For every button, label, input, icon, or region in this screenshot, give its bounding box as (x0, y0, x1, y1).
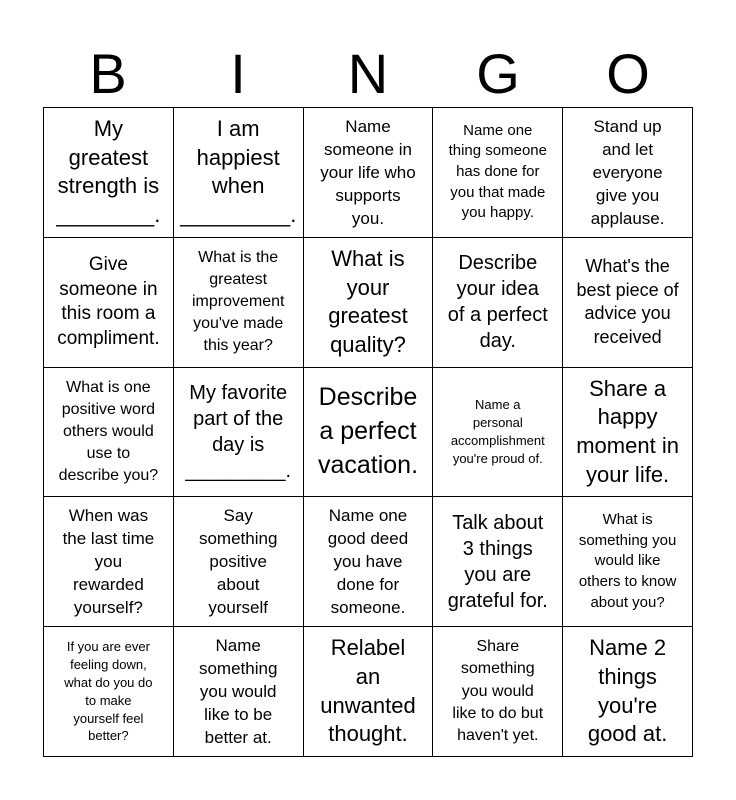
bingo-cell-r3-c3[interactable] (304, 368, 434, 498)
bingo-cell-r2-c5[interactable] (563, 238, 693, 368)
bingo-cell-r4-c2[interactable] (174, 497, 304, 627)
bingo-cell-r3-c4[interactable] (433, 368, 563, 498)
cell-text: Share a happy moment in your life. (576, 375, 679, 487)
bingo-cell-r3-c5[interactable] (563, 368, 693, 498)
bingo-cell-r1-c4[interactable] (433, 108, 563, 238)
cell-text: What is something you would like others to know about you? (578, 511, 677, 611)
cell-text: What's the best piece of advice you received (576, 256, 679, 347)
bingo-cell-r3-c1[interactable] (44, 368, 174, 498)
cell-text: What is the greatest improvement you've made this year? (191, 249, 285, 355)
cell-text: Name one good deed you have done for someone. (327, 506, 409, 618)
cell-text: Describe your idea of a perfect day. (447, 252, 548, 353)
cell-text: Name one thing someone has done for you that made you happy. (448, 121, 547, 222)
header-letter-g: G (476, 42, 520, 105)
cell-text: Name something you would like to be better at. (198, 635, 278, 748)
bingo-cell-r4-c4[interactable] (433, 497, 563, 627)
cell-text: Talk about 3 things you are grateful for. (447, 511, 548, 612)
cell-text: When was the last time you rewarded yourself? (62, 506, 155, 618)
bingo-cell-r4-c1[interactable] (44, 497, 174, 627)
bingo-cell-r4-c5[interactable] (563, 497, 693, 627)
bingo-cell-r4-c3[interactable] (304, 497, 434, 627)
cell-text: I am happiest when _________. (180, 116, 297, 227)
header-letter-b: B (89, 42, 127, 105)
cell-text: Describe a perfect vacation. (317, 383, 419, 479)
cell-text: What is one positive word others would use to describe you? (58, 378, 159, 485)
header-letter-n: N (347, 42, 389, 105)
cell-text: If you are ever feeling down, what do you do to make yourself feel better? (64, 638, 153, 744)
cell-text: Relabel an unwanted thought. (320, 635, 416, 747)
cell-text: My greatest strength is ________. (56, 116, 161, 227)
cell-text: My favorite part of the day is _________. (185, 381, 292, 482)
bingo-header (43, 42, 693, 106)
cell-text: Give someone in this room a compliment. (57, 253, 160, 349)
header-letter-o: O (606, 42, 650, 105)
bingo-cell-r1-c5[interactable] (563, 108, 693, 238)
bingo-cell-r2-c4[interactable] (433, 238, 563, 368)
bingo-card-grid (43, 107, 693, 757)
bingo-cell-r1-c2[interactable] (174, 108, 304, 238)
cell-text: Name 2 things you're good at. (587, 635, 668, 747)
bingo-cell-r2-c2[interactable] (174, 238, 304, 368)
cell-text: Share something you would like to do but haven't yet. (452, 638, 544, 744)
cell-text: What is your greatest quality? (328, 246, 408, 357)
bingo-cell-r1-c3[interactable] (304, 108, 434, 238)
header-letter-i: I (230, 42, 246, 105)
cell-text: Name someone in your life who supports you. (320, 116, 416, 229)
cell-text: Name a personal accomplishment you're proud of. (450, 397, 545, 466)
bingo-cell-r5-c2[interactable] (174, 627, 304, 757)
bingo-cell-r5-c5[interactable] (563, 627, 693, 757)
bingo-cell-r1-c1[interactable] (44, 108, 174, 238)
bingo-cell-r5-c1[interactable] (44, 627, 174, 757)
bingo-cell-r2-c1[interactable] (44, 238, 174, 368)
bingo-cell-r5-c4[interactable] (433, 627, 563, 757)
cell-text: Stand up and let everyone give you applause. (590, 116, 665, 229)
cell-text: Say something positive about yourself (198, 506, 278, 618)
bingo-cell-r3-c2[interactable] (174, 368, 304, 498)
bingo-cell-r5-c3[interactable] (304, 627, 434, 757)
bingo-cell-r2-c3[interactable] (304, 238, 434, 368)
